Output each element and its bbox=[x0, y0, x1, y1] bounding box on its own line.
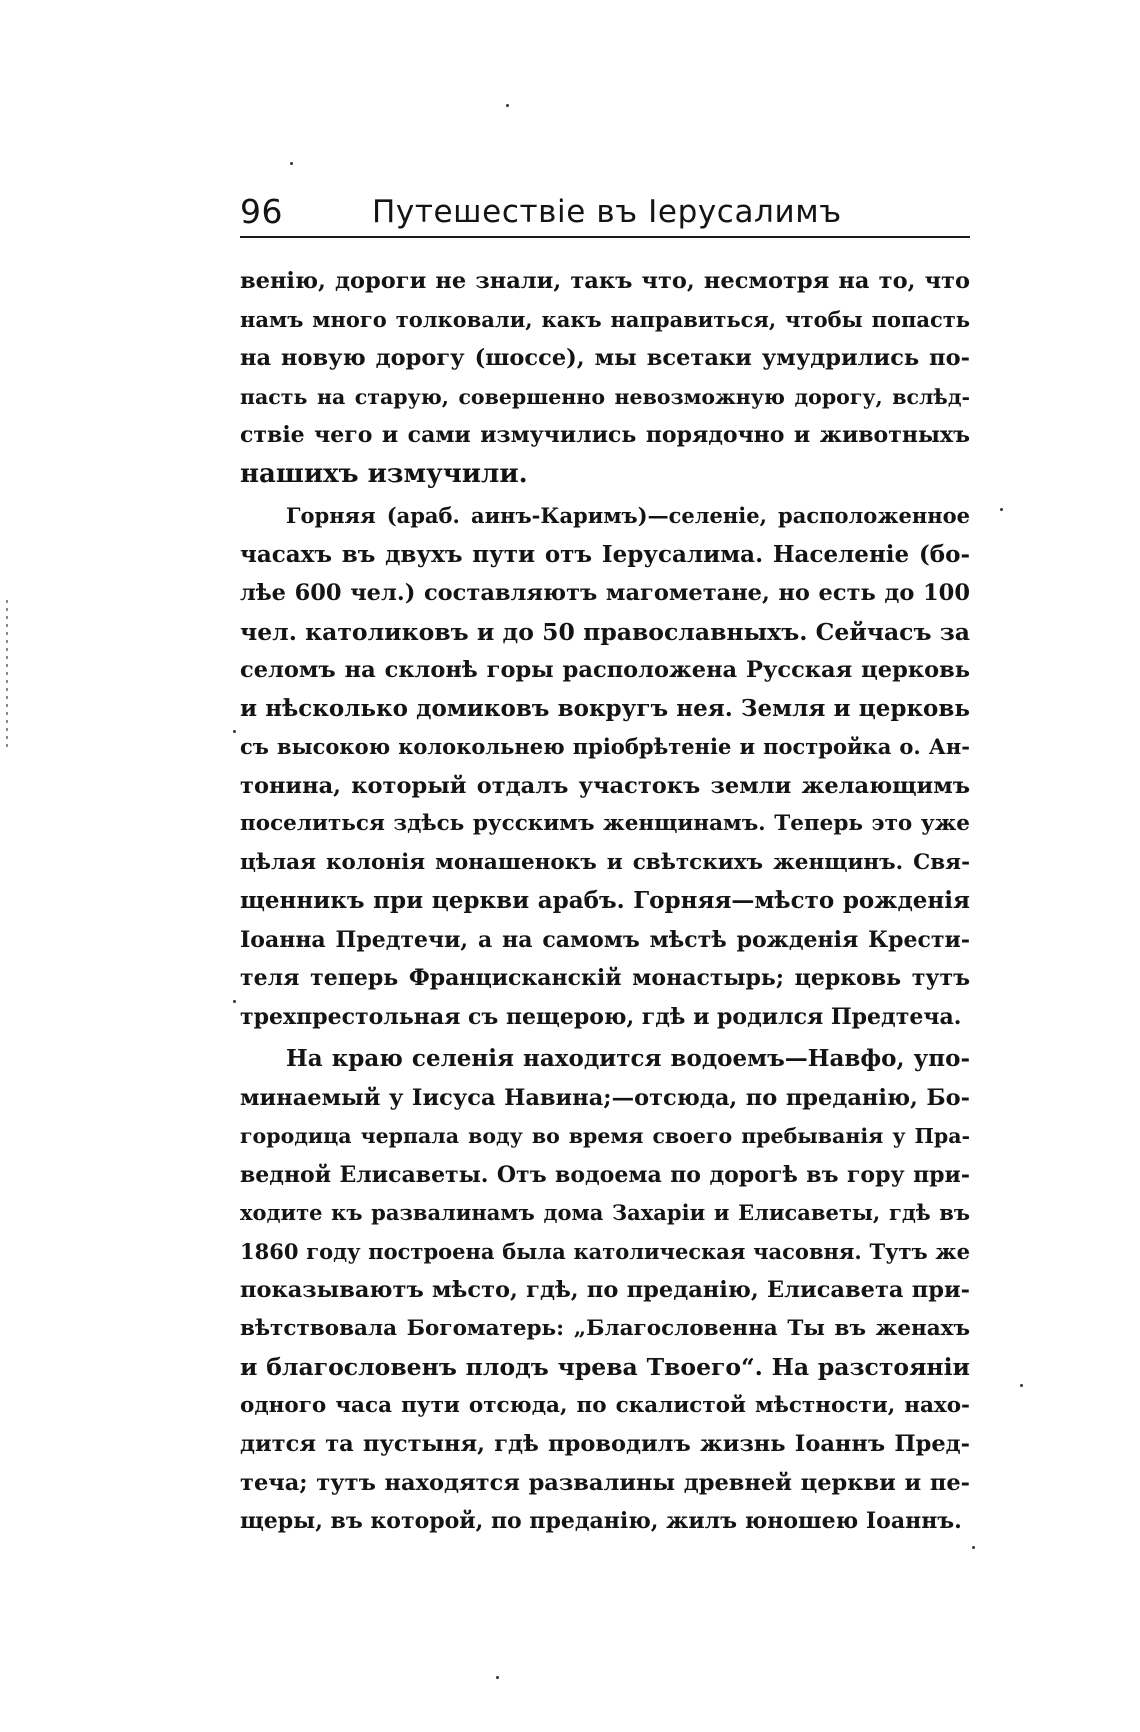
text-line: нашихъ измучили. bbox=[240, 458, 528, 489]
text-line: теча; тутъ находятся развалины древней церкви и пе- bbox=[240, 1469, 970, 1496]
text-line: селомъ на склонѣ горы расположена Русская церковь bbox=[240, 657, 970, 683]
text-line: поселиться здѣсь русскимъ женщинамъ. Теперь это уже bbox=[240, 811, 970, 836]
text-line: Іоанна Предтечи, а на самомъ мѣстѣ рожденія Крести- bbox=[240, 926, 970, 953]
text-line: на новую дорогу (шоссе), мы всетаки умудрились по- bbox=[240, 345, 970, 371]
text-line: вѣтствовала Богоматерь: „Благословенна Ты въ женахъ bbox=[240, 1315, 970, 1341]
scan-edge-mark bbox=[6, 600, 8, 750]
text-line: 1860 году построена была католическая часовня. Тутъ же bbox=[240, 1238, 970, 1264]
text-line: теля теперь Францисканскій монастырь; церковь тутъ bbox=[240, 965, 970, 991]
text-line: и нѣсколько домиковъ вокругъ нея. Земля и церковь bbox=[240, 694, 970, 722]
text-line: дится та пустыня, гдѣ проводилъ жизнь Іоаннъ Пред- bbox=[240, 1431, 970, 1457]
scan-speck bbox=[506, 104, 509, 107]
text-line: ходите къ развалинамъ дома Захаріи и Елисаветы, гдѣ въ bbox=[240, 1200, 970, 1225]
text-line: цѣлая колонія монашенокъ и свѣтскихъ женщинъ. Свя- bbox=[240, 849, 970, 875]
text-line: одного часа пути отсюда, по скалистой мѣстности, нахо- bbox=[240, 1392, 970, 1418]
text-line: Горняя (араб. аинъ-Каримъ)—селеніе, расположенное bbox=[286, 503, 970, 528]
scan-speck bbox=[1020, 1384, 1023, 1387]
running-title: Путешествіе въ Іерусалимъ bbox=[372, 194, 842, 230]
text-line: щеры, въ которой, по преданію, жилъ юношею Іоаннъ. bbox=[240, 1508, 962, 1534]
body-text bbox=[240, 262, 970, 1541]
text-line: На краю селенія находится водоемъ—Навфо, упо- bbox=[286, 1045, 970, 1072]
text-line: часахъ въ двухъ пути отъ Іерусалима. Населеніе (бо- bbox=[240, 540, 970, 568]
scan-speck bbox=[496, 1676, 499, 1679]
text-line: ведной Елисаветы. Отъ водоема по дорогѣ въ гору при- bbox=[240, 1161, 970, 1188]
paragraph bbox=[240, 262, 970, 493]
text-line: трехпрестольная съ пещерою, гдѣ и родился Предтеча. bbox=[240, 1003, 962, 1030]
text-line: тонина, который отдалъ участокъ земли желающимъ bbox=[240, 772, 970, 799]
text-line: чел. католиковъ и до 50 православныхъ. Сейчасъ за bbox=[240, 617, 970, 646]
paragraph bbox=[240, 1040, 970, 1541]
text-line: ствіе чего и сами измучились порядочно и животныхъ bbox=[240, 422, 970, 448]
scan-speck bbox=[972, 1546, 975, 1549]
text-line: намъ много толковали, какъ направиться, чтобы попасть bbox=[240, 306, 970, 332]
scan-speck bbox=[233, 730, 236, 733]
scan-speck bbox=[290, 162, 293, 165]
text-line: показываютъ мѣсто, гдѣ, по преданію, Елисавета при- bbox=[240, 1277, 970, 1303]
text-line: венію, дороги не знали, такъ что, несмотря на то, что bbox=[240, 268, 970, 294]
page-number: 96 bbox=[240, 192, 283, 231]
text-line: лѣе 600 чел.) составляютъ магометане, но есть до 100 bbox=[240, 580, 970, 606]
text-line: городица черпала воду во время своего пребыванія у Пра- bbox=[240, 1124, 970, 1148]
text-line: и благословенъ плодъ чрева Твоего“. На разстояніи bbox=[240, 1353, 970, 1381]
text-line: минаемый у Іисуса Навина;—отсюда, по преданію, Бо- bbox=[240, 1084, 970, 1111]
text-line: съ высокою колокольнею пріобрѣтеніе и постройка о. Ан- bbox=[240, 734, 970, 759]
text-line: щенникъ при церкви арабъ. Горняя—мѣсто рожденія bbox=[240, 887, 970, 914]
text-line: пасть на старую, совершенно невозможную дорогу, вслѣд- bbox=[240, 384, 970, 409]
page-header bbox=[240, 192, 970, 238]
paragraph bbox=[240, 497, 970, 1036]
scan-speck bbox=[1000, 508, 1003, 511]
scan-speck bbox=[233, 1000, 236, 1003]
